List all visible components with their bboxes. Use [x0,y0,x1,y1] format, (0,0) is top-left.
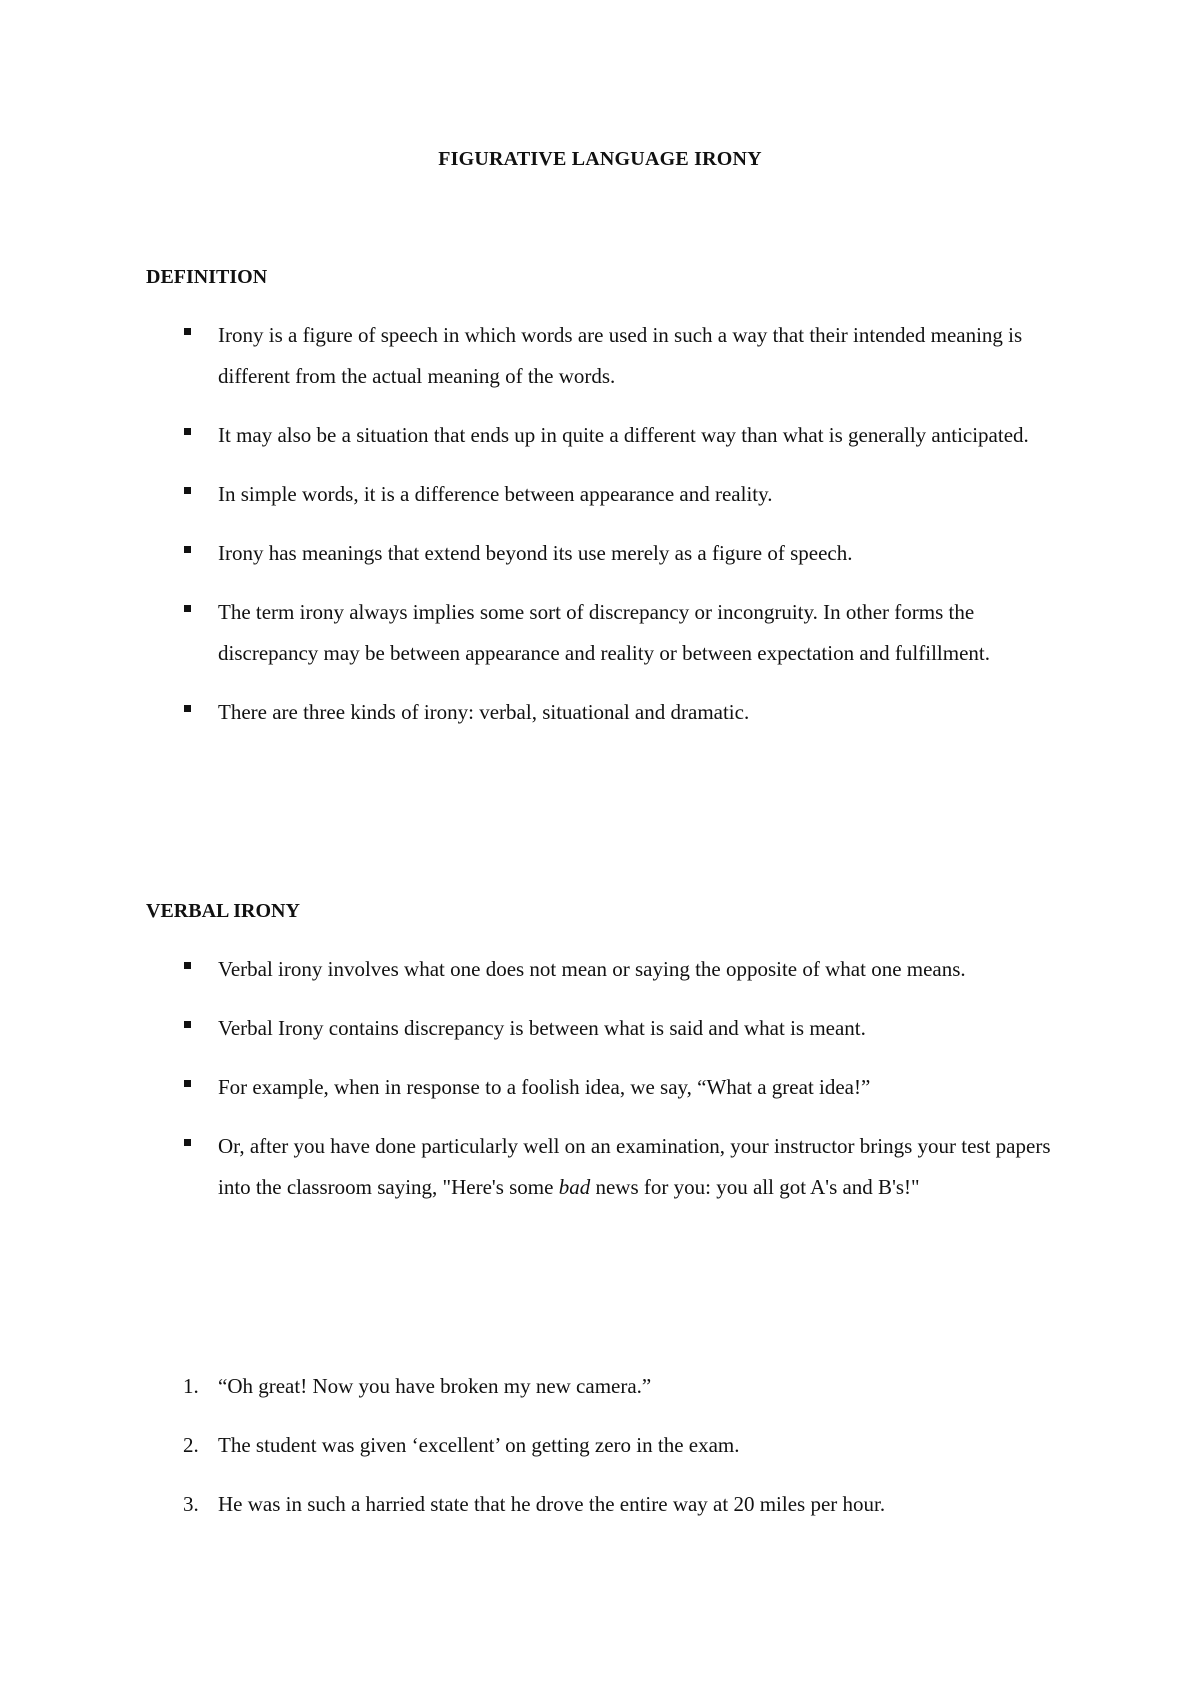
list-item-text [218,1134,1051,1199]
square-bullet-icon [184,1139,191,1146]
item-number: 1. [183,1374,199,1398]
list-item-text: In simple words, it is a difference between appearance and reality. [218,482,773,506]
list-item-text: Irony has meanings that extend beyond its use merely as a figure of speech. [218,541,853,565]
square-bullet-icon [184,428,191,435]
list-item [0,592,1200,674]
section-heading-verbal-irony: VERBAL IRONY [146,900,300,922]
square-bullet-icon [184,328,191,335]
document-title: FIGURATIVE LANGUAGE IRONY [438,148,762,170]
numbered-item-text: He was in such a harried state that he drove the entire way at 20 miles per hour. [218,1492,886,1516]
numbered-item [0,1366,1200,1407]
verbal-irony-list [0,949,1200,1226]
item-number: 2. [183,1433,199,1457]
square-bullet-icon [184,546,191,553]
list-item-text: Verbal Irony contains discrepancy is between what is said and what is meant. [218,1016,866,1040]
square-bullet-icon [184,605,191,612]
list-item [0,1126,1200,1208]
list-item-text: It may also be a situation that ends up in quite a different way than what is generally anticipated. [218,423,1029,447]
list-item [0,533,1200,574]
list-item-text: The term irony always implies some sort of discrepancy or incongruity. In other forms the discrepancy may be between appearance and reality or between expectation and fulfillment. [218,600,990,665]
numbered-item [0,1484,1200,1525]
numbered-item-text: “Oh great! Now you have broken my new camera.” [218,1374,652,1398]
square-bullet-icon [184,962,191,969]
list-item [0,949,1200,990]
list-item [0,692,1200,733]
list-item [0,315,1200,397]
numbered-item [0,1425,1200,1466]
square-bullet-icon [184,1080,191,1087]
list-item-text: Verbal irony involves what one does not mean or saying the opposite of what one means. [218,957,966,981]
list-item [0,1067,1200,1108]
list-item [0,1008,1200,1049]
square-bullet-icon [184,1021,191,1028]
list-item-text: There are three kinds of irony: verbal, situational and dramatic. [218,700,750,724]
examples-list [0,1366,1200,1543]
item-number: 3. [183,1492,199,1516]
definition-list [0,315,1200,751]
list-item-text: For example, when in response to a foolish idea, we say, “What a great idea!” [218,1075,871,1099]
list-item [0,415,1200,456]
square-bullet-icon [184,487,191,494]
square-bullet-icon [184,705,191,712]
emphasized-word: bad [558,1175,591,1199]
numbered-item-text: The student was given ‘excellent’ on getting zero in the exam. [218,1433,740,1457]
text-segment: Or, after you have done particularly well on an examination, your instructor brings your test papers into the classroom saying, "Here's some [218,1134,1051,1199]
section-heading-definition: DEFINITION [146,266,268,288]
text-segment: news for you: you all got A's and B's!" [590,1175,920,1199]
list-item-text: Irony is a figure of speech in which words are used in such a way that their intended meaning is different from the actual meaning of the words. [218,323,1023,388]
list-item [0,474,1200,515]
